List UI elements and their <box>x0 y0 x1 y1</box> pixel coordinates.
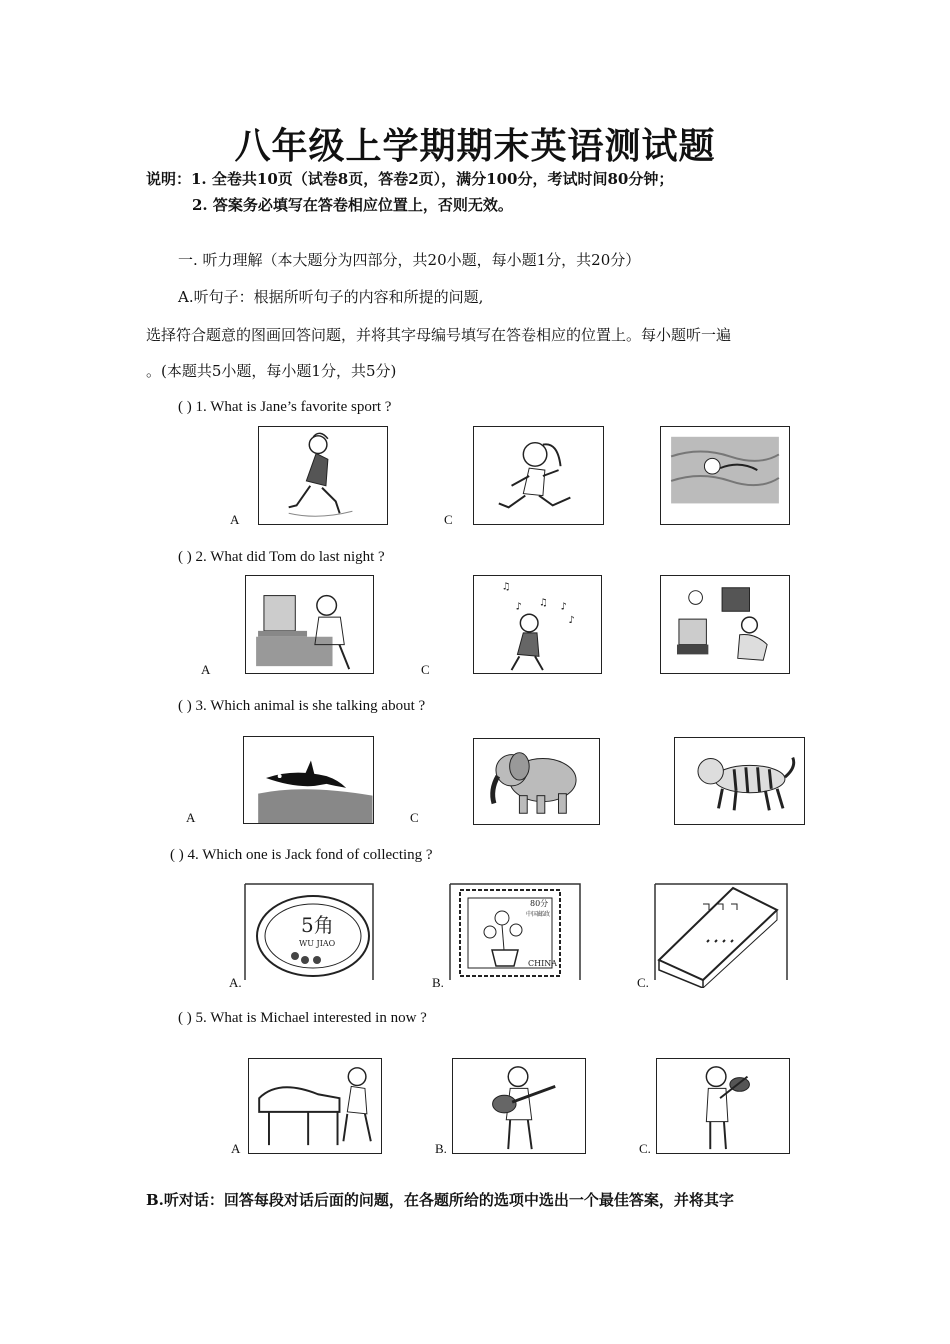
q1-label-a: A <box>230 512 240 527</box>
question-1: ( ) 1. What is Jane’s favorite sport ? <box>178 399 392 415</box>
svg-text:♫: ♫ <box>538 597 548 609</box>
coin-value: 5角 <box>301 913 334 937</box>
question-5: ( ) 5. What is Michael interested in now ? <box>178 1010 427 1026</box>
part-a-heading: A.听句子：根据所听句子的内容和所提的问题, <box>178 288 484 306</box>
q3-option-a-image <box>243 736 374 824</box>
svg-text:♫: ♫ <box>501 581 511 593</box>
instruction-line-1: 说明：1. 全卷共10页（试卷8页，答卷2页），满分100分，考试时间80分钟； <box>146 170 674 188</box>
part-a-body-2: 。(本题共5小题，每小题1分，共5分) <box>146 362 397 380</box>
question-4: ( ) 4. Which one is Jack fond of collecting ? <box>170 847 433 863</box>
q4-label-b: B. <box>432 975 444 990</box>
section-heading: 一. 听力理解（本大题分为四部分，共20小题，每小题1分，共20分） <box>178 251 641 269</box>
svg-text:♪: ♪ <box>568 615 575 627</box>
q2-option-b-image <box>473 575 602 674</box>
q4-option-a-image <box>223 880 383 988</box>
q5-label-b: B. <box>435 1141 447 1156</box>
q1-option-b-image <box>473 426 604 525</box>
q3-label-c: C <box>410 810 419 825</box>
instruction-line-2: 2. 答案务必填写在答卷相应位置上，否则无效。 <box>192 196 513 214</box>
question-3: ( ) 3. Which animal is she talking about ? <box>178 698 426 714</box>
q5-option-c-image <box>656 1058 790 1154</box>
q2-option-a-image <box>245 575 374 674</box>
q3-option-b-image <box>473 738 600 825</box>
q1-option-c-image <box>660 426 790 525</box>
q2-label-c: C <box>421 662 430 677</box>
stamp-country: CHINA <box>528 959 558 968</box>
part-b-heading: B.听对话：回答每段对话后面的问题，在各题所给的选项中选出一个最佳答案，并将其字 <box>146 1191 734 1209</box>
q3-option-c-image <box>674 737 805 825</box>
coin-text: WU JIAO <box>299 939 336 948</box>
q4-label-c: C. <box>637 975 649 990</box>
svg-text:♪: ♪ <box>515 601 522 613</box>
question-2: ( ) 2. What did Tom do last night ? <box>178 549 385 565</box>
q4-label-a: A. <box>229 975 242 990</box>
part-a-body-1: 选择符合题意的图画回答问题，并将其字母编号填写在答卷相应的位置上。每小题听一遍 <box>146 326 732 344</box>
q2-label-a: A <box>201 662 211 677</box>
q4-option-b-image <box>430 880 590 988</box>
q1-label-c: C <box>444 512 453 527</box>
page-title: 八年级上学期期末英语测试题 <box>234 125 716 167</box>
stamp-value: 80分 <box>530 899 549 908</box>
q1-option-a-image <box>258 426 388 525</box>
q5-option-a-image <box>248 1058 382 1154</box>
stamp-text: 中国邮政 <box>526 911 551 918</box>
q4-option-c-image <box>637 880 797 988</box>
q2-option-c-image <box>660 575 790 674</box>
q5-label-a: A <box>231 1141 241 1156</box>
q3-label-a: A <box>186 810 196 825</box>
q5-label-c: C. <box>639 1141 651 1156</box>
svg-text:♪: ♪ <box>560 601 567 613</box>
q5-option-b-image <box>452 1058 586 1154</box>
